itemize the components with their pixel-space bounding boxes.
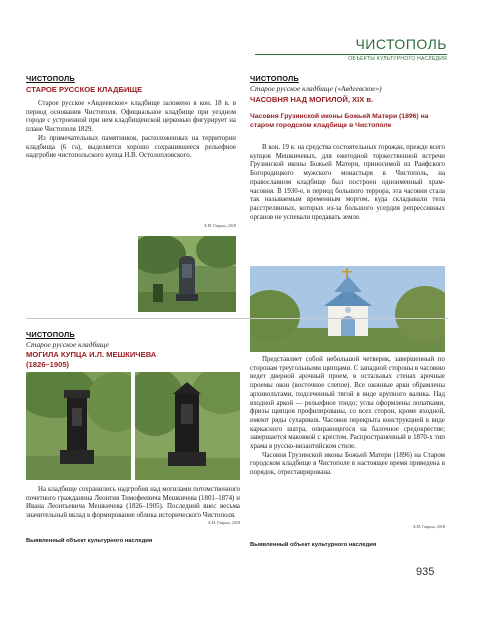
- article1-title: СТАРОЕ РУССКОЕ КЛАДБИЩЕ: [26, 85, 143, 94]
- article2-paragraph-1: В кон. 19 в. на средства состоятельных горожан, прежде всего купцов Мешкичевых, для ежегодной торжественной встречи Грузинской иконы Божьей Матери, приносимой из Раифского Богородицкого мужского монастыря в Чистополь, на православном кладбище был построен одноименный храм-часовня. В 1930-е, в период большого террора, эта часовня стала так называемым временным моргом, куда складывали тела расстрелянных, которых из-за большого усердия репрессивных органов не успевали предавать земле.: [250, 144, 445, 221]
- footer-right: Выявленный объект культурного наследия: [250, 542, 377, 548]
- article3-city: ЧИСТОПОЛЬ: [26, 330, 75, 339]
- running-head-subtitle: ОБЪЕКТЫ КУЛЬТУРНОГО НАСЛЕДИЯ: [348, 56, 447, 62]
- article1-paragraph-2: Из примечательных памятников, расположенных на территории кладбища (6 га), выделяется хорошо сохранившееся рельефное надгробие чистопольского купца Н.В. Остолопловского.: [26, 134, 236, 160]
- tombstone-illustration-1: [26, 372, 131, 480]
- article3-photo-credit: А.М. Гаврин, 2018: [207, 520, 240, 525]
- article2-body-top: [250, 144, 445, 222]
- article2-paragraph-2: Представляет собой небольшой четверик, завершенный по сторонам треугольными щипцами. С западной стороны в часовню ведет дверной арочный проем, в остальных стенах арочные проемы окон (восточное слепое). Все оконные арки обрамлены архиволътами, подсеченный тягой в виде крупного валика. Над входной аркой — рельефное тондо; углы оформлены лопатками, фризы щипцов профилированы, со всех сторон, кроме входной, имеют ряды сухариков. Часовня перекрыта конструкцией в виде каркасного шатра, опирающегося на балочное средокрестие; завершается маковкой с крестом. Распространенный в 1870-х тип храма в русско-византийском стиле.: [250, 356, 445, 451]
- article2-paragraph-3: Часовня Грузинской иконы Божьей Матери (1896) на Старом городском кладбище в Чистополе в настоящее время приведена в порядок, отреставрирована.: [250, 451, 445, 477]
- chapel-photo: [250, 266, 445, 352]
- chapel-illustration: [250, 266, 445, 352]
- running-head-title: ЧИСТОПОЛЬ: [355, 36, 447, 52]
- article3-title: МОГИЛА КУПЦА И.Л. МЕШКИЧЕВА (1826–1905): [26, 350, 157, 369]
- article2-city: ЧИСТОПОЛЬ: [250, 74, 299, 83]
- section-divider: [26, 318, 448, 319]
- article1-city: ЧИСТОПОЛЬ: [26, 74, 75, 83]
- article2-subtitle: Часовня Грузинской иконы Божьей Матери (1896) на старом городском кладбище в Чистополе: [250, 113, 429, 129]
- article1-paragraph-1: Старое русское «Авдеевское» кладбище заложено в кон. 18 в. в период основания Чистополя. Официальное кладбище при уездном городе с устроенной при нем кладбищенской церковью фигурирует на плане Чистополя 1829.: [26, 100, 236, 134]
- article2-photo-credit: А.М. Гаврин, 2018: [412, 524, 445, 529]
- article3-location: Старое русское кладбище: [26, 340, 109, 349]
- footer-left: Выявленный объект культурного наследия: [26, 538, 153, 544]
- article1-body: [26, 100, 236, 161]
- article3-paragraph-1: На кладбище сохранились надгробия над могилами потомственного почетного гражданина Леонтия Тимофеевича Мешкичева (1801–1874) и Ивана Леонтьевича Мешкичева (1826–1905). Последний внес весьма значительный вклад в формирование облика исторического Чистополя.: [26, 486, 240, 520]
- tombstone-photo-1: [26, 372, 131, 480]
- article2-location: Старое русское кладбище («Авдеевское»): [250, 84, 382, 93]
- article3-body: [26, 486, 240, 521]
- article2-body-bottom: [250, 356, 445, 478]
- tombstone-photo-2: [135, 372, 240, 480]
- gravestone-photo: [138, 236, 236, 312]
- page-number: 935: [416, 566, 435, 578]
- running-head-rule: [255, 54, 447, 55]
- article1-photo-credit: А.М. Гаврин, 2018: [203, 223, 236, 228]
- gravestone-illustration: [138, 236, 236, 312]
- article2-title: ЧАСОВНЯ НАД МОГИЛОЙ, XIX в.: [250, 95, 374, 104]
- tombstone-illustration-2: [135, 372, 240, 480]
